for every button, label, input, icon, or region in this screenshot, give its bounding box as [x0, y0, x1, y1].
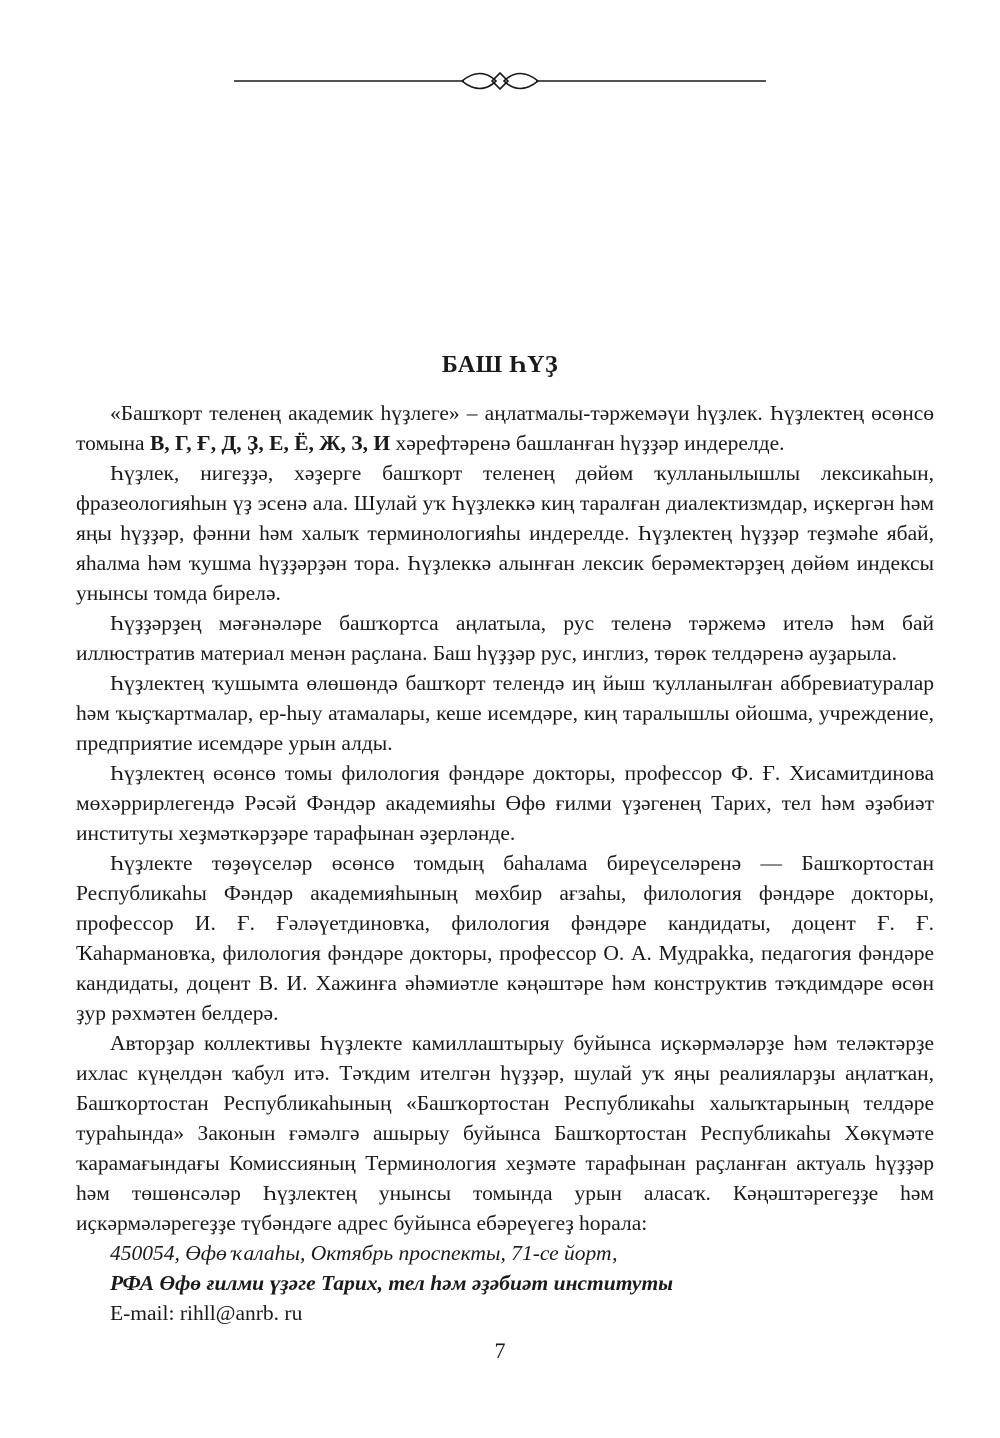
preface-body: [76, 398, 934, 1328]
paragraph-1-text: «Башҡорт теленең академик һүҙлеге» – аңлатмалы-тәржемәүи һүҙлек. Һүҙлектең өсөнсө томына: [76, 401, 934, 455]
address-email: E-mail: rihll@anrb. ru: [110, 1301, 303, 1325]
paragraph-5-text: Һүҙлектең өсөнсө томы филология фәндәре докторы, профессор Ф. Ғ. Хисамитдинова мөхәррирлегендә Рәсәй Фәндәр академияһы Өфө ғилми үҙәгенең Тарих, тел һәм әҙәбиәт институты хеҙмәткәрҙәре тарафынан әҙерләнде.: [76, 761, 934, 845]
paragraph-2: [76, 458, 934, 608]
header-ornament: [234, 66, 766, 96]
paragraph-3-text: Һүҙҙәрҙең мәғәнәләре башҡортса аңлатыла, рус теленә тәржемә ителә һәм бай иллюстратив материал менән раҫлана. Баш һүҙҙәр рус, инглиз, төрөк телдәренә ауҙарыла.: [76, 611, 934, 665]
page-number: 7: [494, 1338, 506, 1363]
address-line-1: 450054, Өфө ҡалаһы, Октябрь проспекты, 71-се йорт,: [110, 1241, 618, 1265]
paragraph-3: [76, 608, 934, 668]
paragraph-1-text-end: хәрефтәренә башланған һүҙҙәр индерелде.: [390, 431, 785, 455]
paragraph-6-text: Һүҙлекте төҙөүселәр өсөнсө томдың баһалама биреүселәренә — Башҡортостан Республикаһы Фәндәр академияһының мөхбир ағзаһы, филология фәндәре докторы, профессор И. Ғ. Ғәләүетдиновҡа, филология фәндәре кандидаты, доцент Ғ. Ғ. Ҡаһармановҡа, филология фәндәре докторы, профессор О. А. Мудраkka, педагогия фәндәре кандидаты, доцент В. И. Хажинға әһәмиәтле кәңәштәре һәм конструктив тәҡдимдәре өсөн ҙур рәхмәтен белдерә.: [76, 851, 934, 1025]
paragraph-1-letters: В, Г, Ғ, Д, Ҙ, Е, Ё, Ж, З, И: [149, 431, 391, 455]
paragraph-2-text: Һүҙлек, нигеҙҙә, хәҙерге башҡорт теленең дөйөм ҡулланылышлы лексикаһын, фразеологияһын үҙ эсенә ала. Шулай уҡ Һүҙлеккә киң таралған диалектизмдар, иҫкергән һәм яңы һүҙҙәр, фәнни һәм халыҡ терминологияһы индерелде. Һүҙлектең һүҙҙәр теҙмәһе ябай, яһалма һәм ҡушма һүҙҙәрҙән тора. Һүҙлеккә алынған лексик берәмектәрҙең дөйөм индексы унынсы томда бирелә.: [76, 461, 934, 605]
paragraph-4: [76, 668, 934, 758]
paragraph-7: [76, 1028, 934, 1238]
paragraph-5: [76, 758, 934, 848]
paragraph-1: [76, 398, 934, 458]
address-line-2: РФА Өфө ғилми үҙәге Тарих, тел һәм әҙәбиәт институты: [110, 1271, 674, 1295]
paragraph-4-text: Һүҙлектең ҡушымта өлөшөндә башҡорт телендә иң йыш ҡулланылған аббревиатуралар һәм ҡыҫҡартмалар, ер-һыу атамалары, кеше исемдәре, киң таралышлы ойошма, учреждение, предприятие исемдәре урын алды.: [76, 671, 934, 755]
paragraph-6: [76, 848, 934, 1028]
paragraph-7-text: Авторҙар коллективы Һүҙлекте камиллаштырыу буйынса иҫкәрмәләрҙе һәм теләктәрҙе ихлас күңелдән ҡабул итә. Тәҡдим ителгән һүҙҙәр, шулай уҡ яңы реалияларҙы аңлатҡан, Башҡортостан Республикаһының «Башҡортостан Республикаһы халыҡтарының телдәре тураһында» Законын ғәмәлгә ашырыу буйынса Башҡортостан Республикаһы Хөкүмәте ҡарамағындағы Комиссияның Терминология хеҙмәте тарафынан раҫланған актуаль һүҙҙәр һәм төшөнсәләр Һүҙлектең унынсы томында урын аласаҡ. Кәңәштәрегеҙҙе һәм иҫкәрмәләрегеҙҙе түбәндәге адрес буйынса ебәреүегеҙ һорала:: [76, 1031, 934, 1235]
page-title: БАШ ҺҮҘ: [441, 352, 559, 378]
